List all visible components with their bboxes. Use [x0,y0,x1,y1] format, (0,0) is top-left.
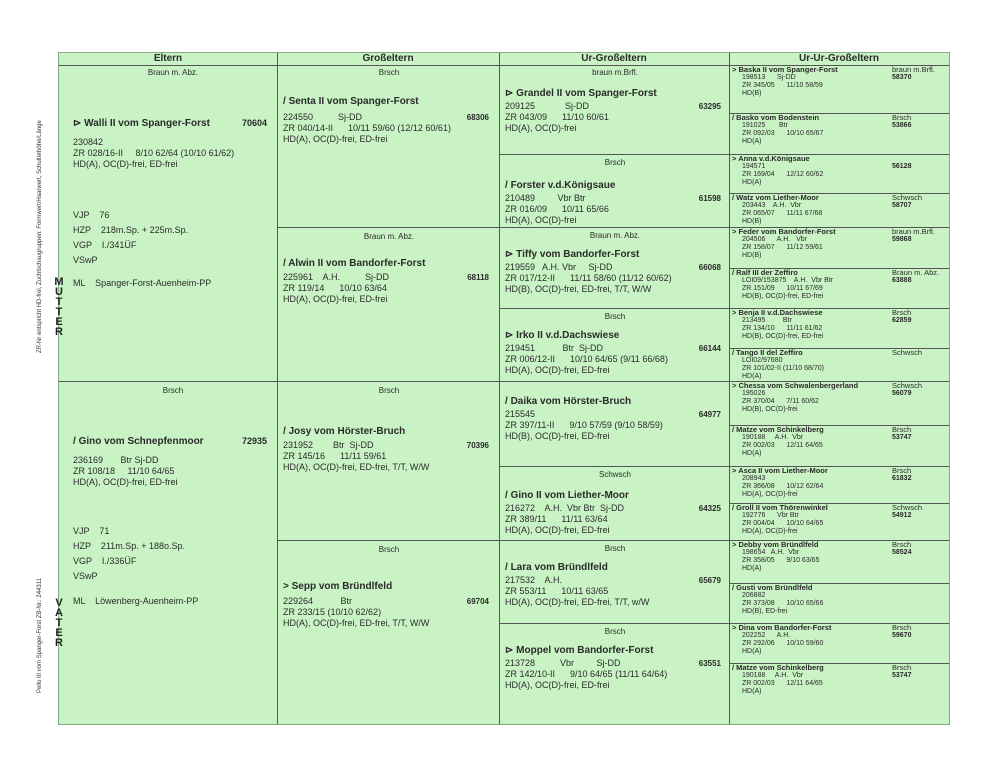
ggp-zb: 64325 [698,504,721,513]
gggp-reg: 206882 [742,592,766,599]
pedigree-mark: ⊳ [505,645,517,656]
gggp-reg: 213495 Btr [742,317,792,324]
slash-mark: / [283,426,289,437]
pedigree-mark: / [732,425,737,434]
ggp-zr: ZR 006/12-II 10/10 64/65 (9/11 66/68) [505,354,668,364]
side-note-bottom: Pello III vom Spanger-Forst ZB-Nr.: 244311 [37,578,43,693]
ggp-name: Gino II vom Liether-Moor [510,490,629,501]
father-reg: 236169 Btr Sj-DD [73,455,159,465]
gggp-hd: HD(A) [742,565,762,572]
ggp-name: Daika vom Hörster-Bruch [510,396,632,407]
ggp-name: Grandel II vom Spanger-Forst [516,88,657,99]
gggp-zb: 61832 [892,475,912,482]
gggp-name: Feder vom Bandorfer-Forst [738,227,836,236]
pedigree-mark: / [732,113,737,122]
ggp-hd: HD(A), OC(D)-frei [505,123,577,133]
gp-zb: 68306 [466,113,489,122]
gggp-color: Schwsch [892,503,923,512]
gggp-zr: ZR 373/08 10/10 65/66 [742,600,824,607]
great-great-grandparent-cell [732,382,946,414]
grandparent-cell [283,385,495,473]
pedigree-mark: / [505,396,511,407]
pedigree-mark: > [732,308,739,317]
ggp-zb: 63295 [698,102,721,111]
great-grandparent-cell [505,626,725,691]
mother-ml: ML Spanger-Forst-Auenheim-PP [73,278,212,288]
mother-color: Braun m. Abz. [147,68,199,77]
ggp-name: Irko II v.d.Dachswiese [516,330,620,341]
great-great-grandparent-cell [732,309,946,341]
pedigree-mark: / [732,663,737,672]
ggp-hd: HD(A), OC(D)-frei, ED-frei [505,525,610,535]
great-great-grandparent-cell [732,228,946,260]
gp-hd: HD(A), OC(D)-frei, ED-frei, T/T, W/W [283,618,430,628]
gggp-name: Tango II del Zeffiro [736,348,803,357]
great-great-grandparent-cell [732,426,946,458]
gggp-zb: 58707 [892,202,912,209]
gggp-name: Ralf III der Zeffiro [736,268,798,277]
ggp-color: Schwsch [598,470,631,479]
mother-cell [73,67,273,377]
gggp-color: Brsch [892,425,912,434]
gggp-reg: LOI09/153875 A.H. Vbr Btr [742,277,834,284]
ggp-color: braun m.Brfl. [592,68,638,77]
gggp-zb: 58370 [892,74,912,81]
ggp-color: Brsch [604,544,626,553]
gp-color: Braun m. Abz. [363,232,415,241]
gggp-color: Brsch [892,540,912,549]
ggp-name: Moppel vom Bandorfer-Forst [516,645,654,656]
ggp-reg: 210489 Vbr Btr [505,193,586,203]
ggp-color: Brsch [604,627,626,636]
ggp-zb: 66068 [698,263,721,272]
gggp-hd: HD(A) [742,373,762,380]
great-great-grandparent-cell [732,664,946,696]
gp-zr: ZR 119/14 10/10 63/64 [283,283,387,293]
gggp-color: Brsch [892,308,912,317]
pedigree-mark: / [732,348,737,357]
great-great-grandparent-cell [732,269,946,301]
gggp-zr: ZR 004/04 10/10 64/65 [742,520,824,527]
gggp-zb: 59868 [892,236,912,243]
great-grandparent-cell [505,384,725,442]
ggp-color: Braun m. Abz. [589,231,641,240]
great-grandparent-cell [505,67,725,134]
gggp-name: Basko vom Bodenstein [736,113,820,122]
father-color: Brsch [162,386,184,395]
mother-hzp: HZP 218m.Sp. + 225m.Sp. [73,225,189,235]
mother-hd: HD(A), OC(D)-frei, ED-frei [73,159,178,169]
gggp-zr: ZR 134/10 11/11 61/62 [742,325,823,332]
pedigree-mark: ⊳ [505,88,517,99]
gggp-hd: HD(A) [742,450,762,457]
gggp-zr: ZR 169/04 12/12 60/62 [742,171,824,178]
great-great-grandparent-cell [732,467,946,499]
gp-zb: 68118 [467,273,489,282]
gggp-name: Dina vom Bandorfer-Forst [738,623,832,632]
ggp-zr: ZR 553/11 10/11 63/65 [505,586,609,596]
gp-color: Brsch [378,545,400,554]
gggp-reg: 190188 A.H. Vbr [742,434,804,441]
gggp-zb: 54912 [892,512,912,519]
father-zr: ZR 108/18 11/10 64/65 [73,466,175,476]
gggp-hd: HD(B), OC(D)-frei, ED-frei [742,293,824,300]
great-grandparent-cell [505,230,725,295]
gggp-hd: HD(B), OC(D)-frei [742,406,798,413]
gggp-zb: 56079 [892,390,912,397]
mother-vgp: VGP I./341ÜF [73,240,137,250]
gggp-color: Brsch [892,623,912,632]
ggp-zr: ZR 397/11-II 9/10 57/59 (9/10 58/59) [505,420,663,430]
gggp-reg: 204506 A.H. Vbr [742,236,807,243]
ggp-zr: ZR 142/10-II 9/10 64/65 (11/11 64/64) [505,669,668,679]
pedigree-mark: > [732,623,739,632]
father-vswp: VSwP [73,571,98,581]
grandparent-cell [283,544,495,629]
ggp-reg: 217532 A.H. [505,575,563,585]
gggp-zr: ZR 092/03 10/10 65/67 [742,130,824,137]
great-great-grandparent-cell [732,155,946,187]
ggp-hd: HD(B), OC(D)-frei, ED-frei [505,431,610,441]
gp-hd: HD(A), OC(D)-frei, ED-frei [283,134,388,144]
gp-name: Alwin II vom Bandorfer-Forst [288,258,426,269]
ggp-hd: HD(A), OC(D)-frei [505,215,577,225]
ggp-reg: 215545 [505,409,536,419]
gggp-name: Benja II v.d.Dachswiese [738,308,823,317]
father-ml: ML Löwenberg-Auenheim-PP [73,596,199,606]
father-vgp: VGP I./336ÜF [73,556,137,566]
gggp-hd: HD(A), OC(D)-frei [742,528,798,535]
ggp-zb: 66144 [698,344,721,353]
ggp-reg: 219559 A.H. Vbr Sj-DD [505,262,613,272]
gp-reg: 231952 Btr Sj-DD [283,440,374,450]
gp-hd: HD(A), OC(D)-frei, ED-frei, T/T, W/W [283,462,430,472]
great-great-grandparent-cell [732,504,946,536]
grandparent-cell [283,231,495,305]
gggp-hd: HD(B), ED-frei [742,608,788,615]
gggp-zr: ZR 151/09 10/11 67/69 [742,285,823,292]
great-great-grandparent-cell [732,541,946,573]
gggp-hd: HD(B) [742,252,762,259]
gggp-reg: 191025 Btr [742,122,788,129]
pedigree-mark: > [732,466,739,475]
ggp-hd: HD(A), OC(D)-frei, ED-frei [505,365,610,375]
gggp-hd: HD(A) [742,688,762,695]
header-ur-grosseltern: Ur-Großeltern [581,53,647,64]
gp-name: Sepp vom Bründlfeld [291,581,393,592]
ggp-name: Lara vom Bründlfeld [510,562,608,573]
vater-label: V A T E R [55,597,63,649]
gp-zr: ZR 040/14-II 10/11 59/60 (12/12 60/61) [283,123,451,133]
mother-reg: 230842 [73,137,104,147]
ggp-name: Forster v.d.Königsaue [510,180,616,191]
father-zb: 72935 [241,436,267,446]
ggp-hd: HD(A), OC(D)-frei, ED-frei [505,680,610,690]
gggp-zr: ZR 345/05 11/10 58/59 [742,82,823,89]
gggp-zr: ZR 292/06 10/10 59/60 [742,640,824,647]
great-great-grandparent-cell [732,194,946,226]
ggp-zb: 63551 [698,659,721,668]
gggp-color: Brsch [892,113,912,122]
ggp-reg: 216272 A.H. Vbr Btr Sj-DD [505,503,625,513]
gggp-zb: 53747 [892,672,912,679]
header-eltern: Eltern [153,53,183,64]
great-grandparent-cell [505,311,725,376]
gggp-zr: ZR 370/04 7/11 60/62 [742,398,819,405]
grandparent-cell [283,67,495,145]
pedigree-mark: / [505,562,511,573]
gp-color: Brsch [378,68,400,77]
gp-zr: ZR 233/15 (10/10 62/62) [283,607,382,617]
gggp-zb: 58524 [892,549,912,556]
gggp-reg: 190188 A.H. Vbr [742,672,804,679]
gp-zr: ZR 145/16 11/11 59/61 [283,451,387,461]
pedigree-mark: / [732,503,737,512]
mutter-label: M U T T E R [54,276,64,338]
father-vjp: VJP 71 [73,526,110,536]
gggp-color: Schwsch [892,381,923,390]
ggp-zb: 65679 [698,576,721,585]
gggp-name: Debby vom Bründlfeld [738,540,819,549]
mother-zr: ZR 028/16-II 8/10 62/64 (10/10 61/62) [73,148,235,158]
gp-reg: 225961 A.H. Sj-DD [283,272,390,282]
ggp-hd: HD(B), OC(D)-frei, ED-frei, T/T, W/W [505,284,652,294]
great-grandparent-cell [505,157,725,226]
gp-zb: 70396 [466,441,489,450]
pedigree-mark: / [732,193,737,202]
ggp-color: Brsch [604,312,626,321]
gggp-hd: HD(A) [742,648,762,655]
slash-mark: / [283,96,289,107]
gggp-name: Gusti vom Bründlfeld [736,583,813,592]
ggp-zb: 61598 [698,194,721,203]
header-ur-ur-grosseltern: Ur-Ur-Großeltern [798,53,879,64]
gggp-reg: 198654 A.H. Vbr [742,549,800,556]
gggp-zr: ZR 002/03 12/11 64/65 [742,680,823,687]
gggp-hd: HD(A), OC(D)-frei [742,491,798,498]
gggp-name: Anna v.d.Königsaue [738,154,810,163]
arrow-icon: > [283,581,292,592]
header-grosseltern: Großeltern [362,53,414,64]
gggp-reg: 198513 Sj-DD [742,74,796,81]
ggp-zr: ZR 016/09 10/11 65/66 [505,204,609,214]
slash-mark: / [73,436,79,447]
gggp-reg: 192776 Vbr Btr [742,512,799,519]
gggp-zb: 56128 [892,163,912,170]
gp-name: Josy vom Hörster-Bruch [288,426,406,437]
gggp-reg: 203443 A.H. Vbr [742,202,802,209]
mother-vswp: VSwP [73,255,98,265]
mother-zb: 70604 [241,118,267,128]
gggp-reg: 208943 [742,475,766,482]
gp-reg: 229264 Btr [283,596,353,606]
gp-hd: HD(A), OC(D)-frei, ED-frei [283,294,388,304]
pedigree-mark: / [732,583,737,592]
gggp-zb: 59670 [892,632,912,639]
pedigree-sheet [37,52,950,725]
gggp-zr: ZR 002/03 12/11 64/65 [742,442,823,449]
mother-name: Walli II vom Spanger-Forst [84,118,210,129]
gggp-color: Braun m. Abz. [892,268,940,277]
ggp-reg: 209125 Sj-DD [505,101,590,111]
pedigree-mark: > [732,540,739,549]
father-hzp: HZP 211m.Sp. + 188o.Sp. [73,541,185,551]
ggp-zr: ZR 389/11 11/11 63/64 [505,514,608,524]
great-great-grandparent-cell [732,349,946,381]
gggp-reg: 194571 [742,163,766,170]
gggp-name: Asca II vom Liether-Moor [738,466,828,475]
gggp-reg: LOI02/97680 [742,357,783,364]
gggp-hd: HD(B) [742,90,762,97]
ggp-zb: 64977 [698,410,721,419]
gggp-name: Matze vom Schinkelberg [736,425,824,434]
great-great-grandparent-cell [732,66,946,98]
ggp-name: Tiffy vom Bandorfer-Forst [516,249,640,260]
gggp-zr: ZR 358/05 9/10 63/65 [742,557,820,564]
gggp-zb: 63888 [892,277,912,284]
pedigree-mark: ⊳ [505,330,517,341]
gp-color: Brsch [378,386,400,395]
father-cell [73,385,273,720]
father-name: Gino vom Schnepfenmoor [78,436,204,447]
great-great-grandparent-cell [732,584,946,616]
great-great-grandparent-cell [732,624,946,656]
gggp-color: Schwsch [892,193,923,202]
gggp-hd: HD(A) [742,179,762,186]
gggp-zr: ZR 065/07 11/11 67/68 [742,210,823,217]
mother-vjp: VJP 76 [73,210,110,220]
pedigree-mark: > [732,227,739,236]
gggp-zb: 53866 [892,122,912,129]
gggp-hd: HD(A) [742,138,762,145]
pedigree-mark: > [732,154,739,163]
pedigree-mark: / [505,180,511,191]
gggp-color: braun m.Brfl. [892,65,935,74]
pedigree-mark: / [732,268,737,277]
gggp-name: Matze vom Schinkelberg [736,663,824,672]
gggp-color: Brsch [892,663,912,672]
great-grandparent-cell [505,469,725,536]
pedigree-mark: / [505,490,511,501]
gggp-color: braun m.Brfl. [892,227,935,236]
pedigree-mark: > [732,65,739,74]
ggp-color: Brsch [604,158,626,167]
gggp-reg: 202252 A.H. [742,632,791,639]
gggp-zr: ZR 158/07 11/12 59/61 [742,244,823,251]
great-great-grandparent-cell [732,114,946,146]
gp-name: Senta II vom Spanger-Forst [288,96,419,107]
gggp-hd: HD(B), OC(D)-frei, ED-frei [742,333,824,340]
side-note-top: ZR-Nr entspricht HD-frei, Zuchtschaugruppen: Formwert/Haarwert, Schulterhöhe/Länge [37,120,43,353]
gggp-color: Schwsch [892,348,923,357]
slash-mark: / [283,258,289,269]
gggp-name: Chessa vom Schwalenbergerland [738,381,859,390]
pedigree-mark: > [732,381,739,390]
pedigree-mark: ⊳ [505,249,517,260]
ggp-reg: 213728 Vbr Sj-DD [505,658,621,668]
gp-zb: 69704 [466,597,489,606]
gggp-name: Watz vom Liether-Moor [736,193,819,202]
ggp-zr: ZR 043/09 11/10 60/61 [505,112,609,122]
gp-reg: 224550 Sj-DD [283,112,363,122]
gggp-zr: ZR 101/02-II (11/10 68/70) [742,365,824,372]
arrow-icon: ⊳ [73,118,82,129]
gggp-color: Brsch [892,466,912,475]
gggp-name: Baska II vom Spanger-Forst [738,65,838,74]
gggp-zb: 53747 [892,434,912,441]
great-grandparent-cell [505,543,725,608]
gggp-name: Groll II vom Thörenwinkel [736,503,828,512]
ggp-hd: HD(A), OC(D)-frei, ED-frei, T/T, w/W [505,597,650,607]
gggp-zb: 62859 [892,317,912,324]
gggp-zr: ZR 366/08 10/12 62/64 [742,483,824,490]
gggp-hd: HD(B) [742,218,762,225]
father-hd: HD(A), OC(D)-frei, ED-frei [73,477,178,487]
ggp-zr: ZR 017/12-II 11/11 58/60 (11/12 60/62) [505,273,672,283]
ggp-reg: 219451 Btr Sj-DD [505,343,604,353]
gggp-reg: 195026 [742,390,766,397]
